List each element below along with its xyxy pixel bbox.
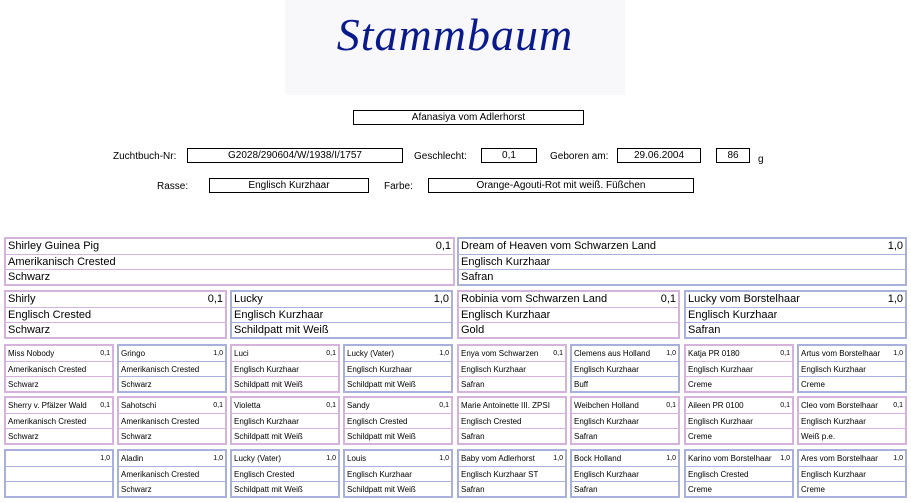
ancestor-breed: Englisch Kurzhaar <box>688 417 753 426</box>
geschlecht-label: Geschlecht: <box>414 151 467 162</box>
ancestor-color: Safran <box>461 380 485 389</box>
farbe-field: Orange-Agouti-Rot mit weiß. Füßchen <box>428 178 694 193</box>
ancestor-color: Safran <box>461 432 485 441</box>
rasse-label: Rasse: <box>157 181 189 192</box>
ancestor-sex: 1,0 <box>100 455 110 462</box>
ancestor-sex: 0,1 <box>780 402 790 409</box>
page-title: Stammbaum <box>336 9 574 60</box>
ancestor-card <box>343 449 453 498</box>
ancestor-name: Luci <box>234 349 249 358</box>
ancestor-color: Schwarz <box>8 271 51 283</box>
ancestor-name: Weibchen Holland <box>574 401 639 410</box>
ancestor-name: Clemens aus Holland <box>574 349 651 358</box>
ancestor-color: Schildpatt mit Weiß <box>234 324 329 336</box>
ancestor-sex: 1,0 <box>887 293 903 305</box>
ancestor-color: Creme <box>801 380 826 389</box>
ancestor-sex: 0,1 <box>553 350 563 357</box>
ancestor-color: Safran <box>574 432 598 441</box>
ancestor-card <box>457 396 567 445</box>
ancestor-sex: 1,0 <box>893 350 903 357</box>
ancestor-sex: 0,1 <box>207 293 223 305</box>
geboren-label: Geboren am: <box>550 151 609 162</box>
ancestor-color: Buff <box>574 380 589 389</box>
ancestor-card <box>4 396 114 445</box>
ancestor-name: Lucky <box>234 293 263 305</box>
ancestor-breed: Amerikanisch Crested <box>121 470 200 479</box>
ancestor-card <box>570 449 680 498</box>
ancestor-sex: 1,0 <box>666 455 676 462</box>
ancestor-card <box>684 344 794 393</box>
ancestor-sex: 1,0 <box>213 350 223 357</box>
ancestor-sex: 0,1 <box>100 350 110 357</box>
ancestor-sex: 1,0 <box>887 240 903 252</box>
ancestor-color: Safran <box>574 485 598 494</box>
ancestor-color: Creme <box>801 485 826 494</box>
ancestor-card <box>343 344 453 393</box>
ancestor-name: Marie Antoinette III. ZPSI <box>461 401 550 410</box>
ancestor-card <box>457 237 907 286</box>
ancestor-breed: Amerikanisch Crested <box>121 417 200 426</box>
ancestor-breed: Englisch Kurzhaar <box>801 417 866 426</box>
ancestor-card <box>230 449 340 498</box>
ancestor-breed: Englisch Kurzhaar <box>574 417 639 426</box>
geboren-field: 29.06.2004 <box>617 148 701 163</box>
ancestor-color: Schwarz <box>121 485 152 494</box>
ancestor-card <box>4 290 227 339</box>
ancestor-sex: 1,0 <box>553 455 563 462</box>
ancestor-card <box>117 344 227 393</box>
ancestor-breed: Englisch Kurzhaar <box>461 309 551 321</box>
ancestor-name: Baby vom Adlerhorst <box>461 454 535 463</box>
ancestor-color: Schwarz <box>121 380 152 389</box>
ancestor-card <box>457 344 567 393</box>
ancestor-breed: Englisch Kurzhaar <box>461 365 526 374</box>
ancestor-sex: 0,1 <box>666 402 676 409</box>
ancestor-name: Dream of Heaven vom Schwarzen Land <box>461 240 657 252</box>
ancestor-sex: 0,1 <box>435 240 451 252</box>
ancestor-color: Creme <box>688 485 713 494</box>
ancestor-breed: Amerikanisch Crested <box>8 417 87 426</box>
ancestor-card <box>797 396 907 445</box>
ancestor-card <box>570 344 680 393</box>
ancestor-breed: Englisch Kurzhaar <box>234 309 324 321</box>
ancestor-breed: Englisch Crested <box>688 470 749 479</box>
ancestor-breed: Englisch Crested <box>234 470 295 479</box>
farbe-label: Farbe: <box>384 181 413 192</box>
ancestor-name: Lucky vom Borstelhaar <box>688 293 800 305</box>
ancestor-name: Katja PR 0180 <box>688 349 740 358</box>
ancestor-name: Shirly <box>8 293 36 305</box>
ancestor-name: Lucky (Vater) <box>234 454 281 463</box>
ancestor-color: Schildpatt mit Weiß <box>347 485 416 494</box>
ancestor-color: Creme <box>688 380 713 389</box>
ancestor-sex: 0,1 <box>660 293 676 305</box>
ancestor-sex: 1,0 <box>439 350 449 357</box>
ancestor-card <box>230 290 453 339</box>
weight-field: 86 <box>716 148 750 163</box>
ancestor-color: Schwarz <box>8 380 39 389</box>
ancestor-breed: Englisch Kurzhaar <box>574 470 639 479</box>
ancestor-breed: Englisch Kurzhaar <box>347 470 412 479</box>
ancestor-card <box>457 449 567 498</box>
ancestor-card <box>343 396 453 445</box>
zuchtbuch-label: Zuchtbuch-Nr: <box>113 151 177 162</box>
ancestor-name: Aladin <box>121 454 144 463</box>
ancestor-breed: Englisch Kurzhaar <box>574 365 639 374</box>
ancestor-card <box>4 449 114 498</box>
ancestor-card <box>117 449 227 498</box>
ancestor-color: Weiß p.e. <box>801 432 836 441</box>
ancestor-breed: Englisch Kurzhaar <box>234 365 299 374</box>
ancestor-breed: Englisch Kurzhaar ST <box>461 470 539 479</box>
rasse-field: Englisch Kurzhaar <box>209 178 369 193</box>
zuchtbuch-field: G2028/290604/W/1938/I/1757 <box>187 148 403 163</box>
ancestor-card <box>797 344 907 393</box>
ancestor-name: Lucky (Vater) <box>347 349 394 358</box>
ancestor-card <box>570 396 680 445</box>
ancestor-color: Gold <box>461 324 485 336</box>
ancestor-breed: Englisch Crested <box>347 417 408 426</box>
ancestor-name: Robinia vom Schwarzen Land <box>461 293 608 305</box>
ancestor-name: Karino vom Borstelhaar <box>688 454 772 463</box>
ancestor-color: Schildpatt mit Weiß <box>234 380 303 389</box>
animal-name-field: Afanasiya vom Adlerhorst <box>353 110 584 125</box>
ancestor-name: Bock Holland <box>574 454 622 463</box>
ancestor-color: Safran <box>688 324 721 336</box>
ancestor-sex: 0,1 <box>213 402 223 409</box>
ancestor-sex: 1,0 <box>439 455 449 462</box>
ancestor-color: Schwarz <box>8 324 51 336</box>
ancestor-color: Safran <box>461 271 494 283</box>
ancestor-sex: 0,1 <box>326 402 336 409</box>
ancestor-color: Schildpatt mit Weiß <box>234 485 303 494</box>
ancestor-breed: Englisch Crested <box>461 417 522 426</box>
ancestor-card <box>684 290 907 339</box>
ancestor-sex: 1,0 <box>780 455 790 462</box>
ancestor-sex: 1,0 <box>326 455 336 462</box>
ancestor-card <box>230 396 340 445</box>
ancestor-card <box>4 237 455 286</box>
ancestor-name: Cleo vom Borstelhaar <box>801 401 878 410</box>
ancestor-color: Schildpatt mit Weiß <box>347 380 416 389</box>
ancestor-card <box>684 449 794 498</box>
ancestor-breed: Englisch Kurzhaar <box>801 365 866 374</box>
ancestor-card <box>4 344 114 393</box>
ancestor-sex: 0,1 <box>439 402 449 409</box>
ancestor-color: Schwarz <box>8 432 39 441</box>
ancestor-breed: Englisch Kurzhaar <box>688 365 753 374</box>
ancestor-name: Sandy <box>347 401 370 410</box>
ancestor-color: Schwarz <box>121 432 152 441</box>
ancestor-card <box>684 396 794 445</box>
geschlecht-field: 0,1 <box>481 148 537 163</box>
ancestor-breed: Amerikanisch Crested <box>121 365 200 374</box>
ancestor-breed: Englisch Kurzhaar <box>234 417 299 426</box>
ancestor-sex: 1,0 <box>213 455 223 462</box>
ancestor-breed: Englisch Kurzhaar <box>461 256 551 268</box>
ancestor-breed: Englisch Kurzhaar <box>347 365 412 374</box>
weight-unit: g <box>758 154 764 165</box>
ancestor-color: Schildpatt mit Weiß <box>234 432 303 441</box>
ancestor-name: Sherry v. Pfälzer Wald <box>8 401 87 410</box>
ancestor-name: Enya vom Schwarzen <box>461 349 539 358</box>
ancestor-color: Schildpatt mit Weiß <box>347 432 416 441</box>
ancestor-sex: 1,0 <box>666 350 676 357</box>
ancestor-name: Violetta <box>234 401 261 410</box>
ancestor-breed: Englisch Kurzhaar <box>801 470 866 479</box>
ancestor-card <box>457 290 680 339</box>
ancestor-breed: Englisch Kurzhaar <box>688 309 778 321</box>
ancestor-card <box>797 449 907 498</box>
ancestor-sex: 0,1 <box>100 402 110 409</box>
ancestor-sex: 1,0 <box>433 293 449 305</box>
ancestor-sex: 0,1 <box>780 350 790 357</box>
ancestor-card <box>230 344 340 393</box>
ancestor-name: Aileen PR 0100 <box>688 401 744 410</box>
ancestor-breed: Englisch Crested <box>8 309 92 321</box>
ancestor-breed: Amerikanisch Crested <box>8 365 87 374</box>
ancestor-name: Louis <box>347 454 367 463</box>
ancestor-color: Safran <box>461 485 485 494</box>
ancestor-sex: 0,1 <box>326 350 336 357</box>
ancestor-sex: 1,0 <box>893 455 903 462</box>
ancestor-name: Gringo <box>121 349 146 358</box>
ancestor-sex: 0,1 <box>893 402 903 409</box>
ancestor-name: Miss Nobody <box>8 349 55 358</box>
ancestor-name: Artus vom Borstelhaar <box>801 349 881 358</box>
ancestor-name: Sahotschi <box>121 401 157 410</box>
ancestor-name: Shirley Guinea Pig <box>8 240 100 252</box>
ancestor-name: Ares vom Borstelhaar <box>801 454 878 463</box>
ancestor-color: Creme <box>688 432 713 441</box>
ancestor-card <box>117 396 227 445</box>
ancestor-breed: Amerikanisch Crested <box>8 256 116 268</box>
